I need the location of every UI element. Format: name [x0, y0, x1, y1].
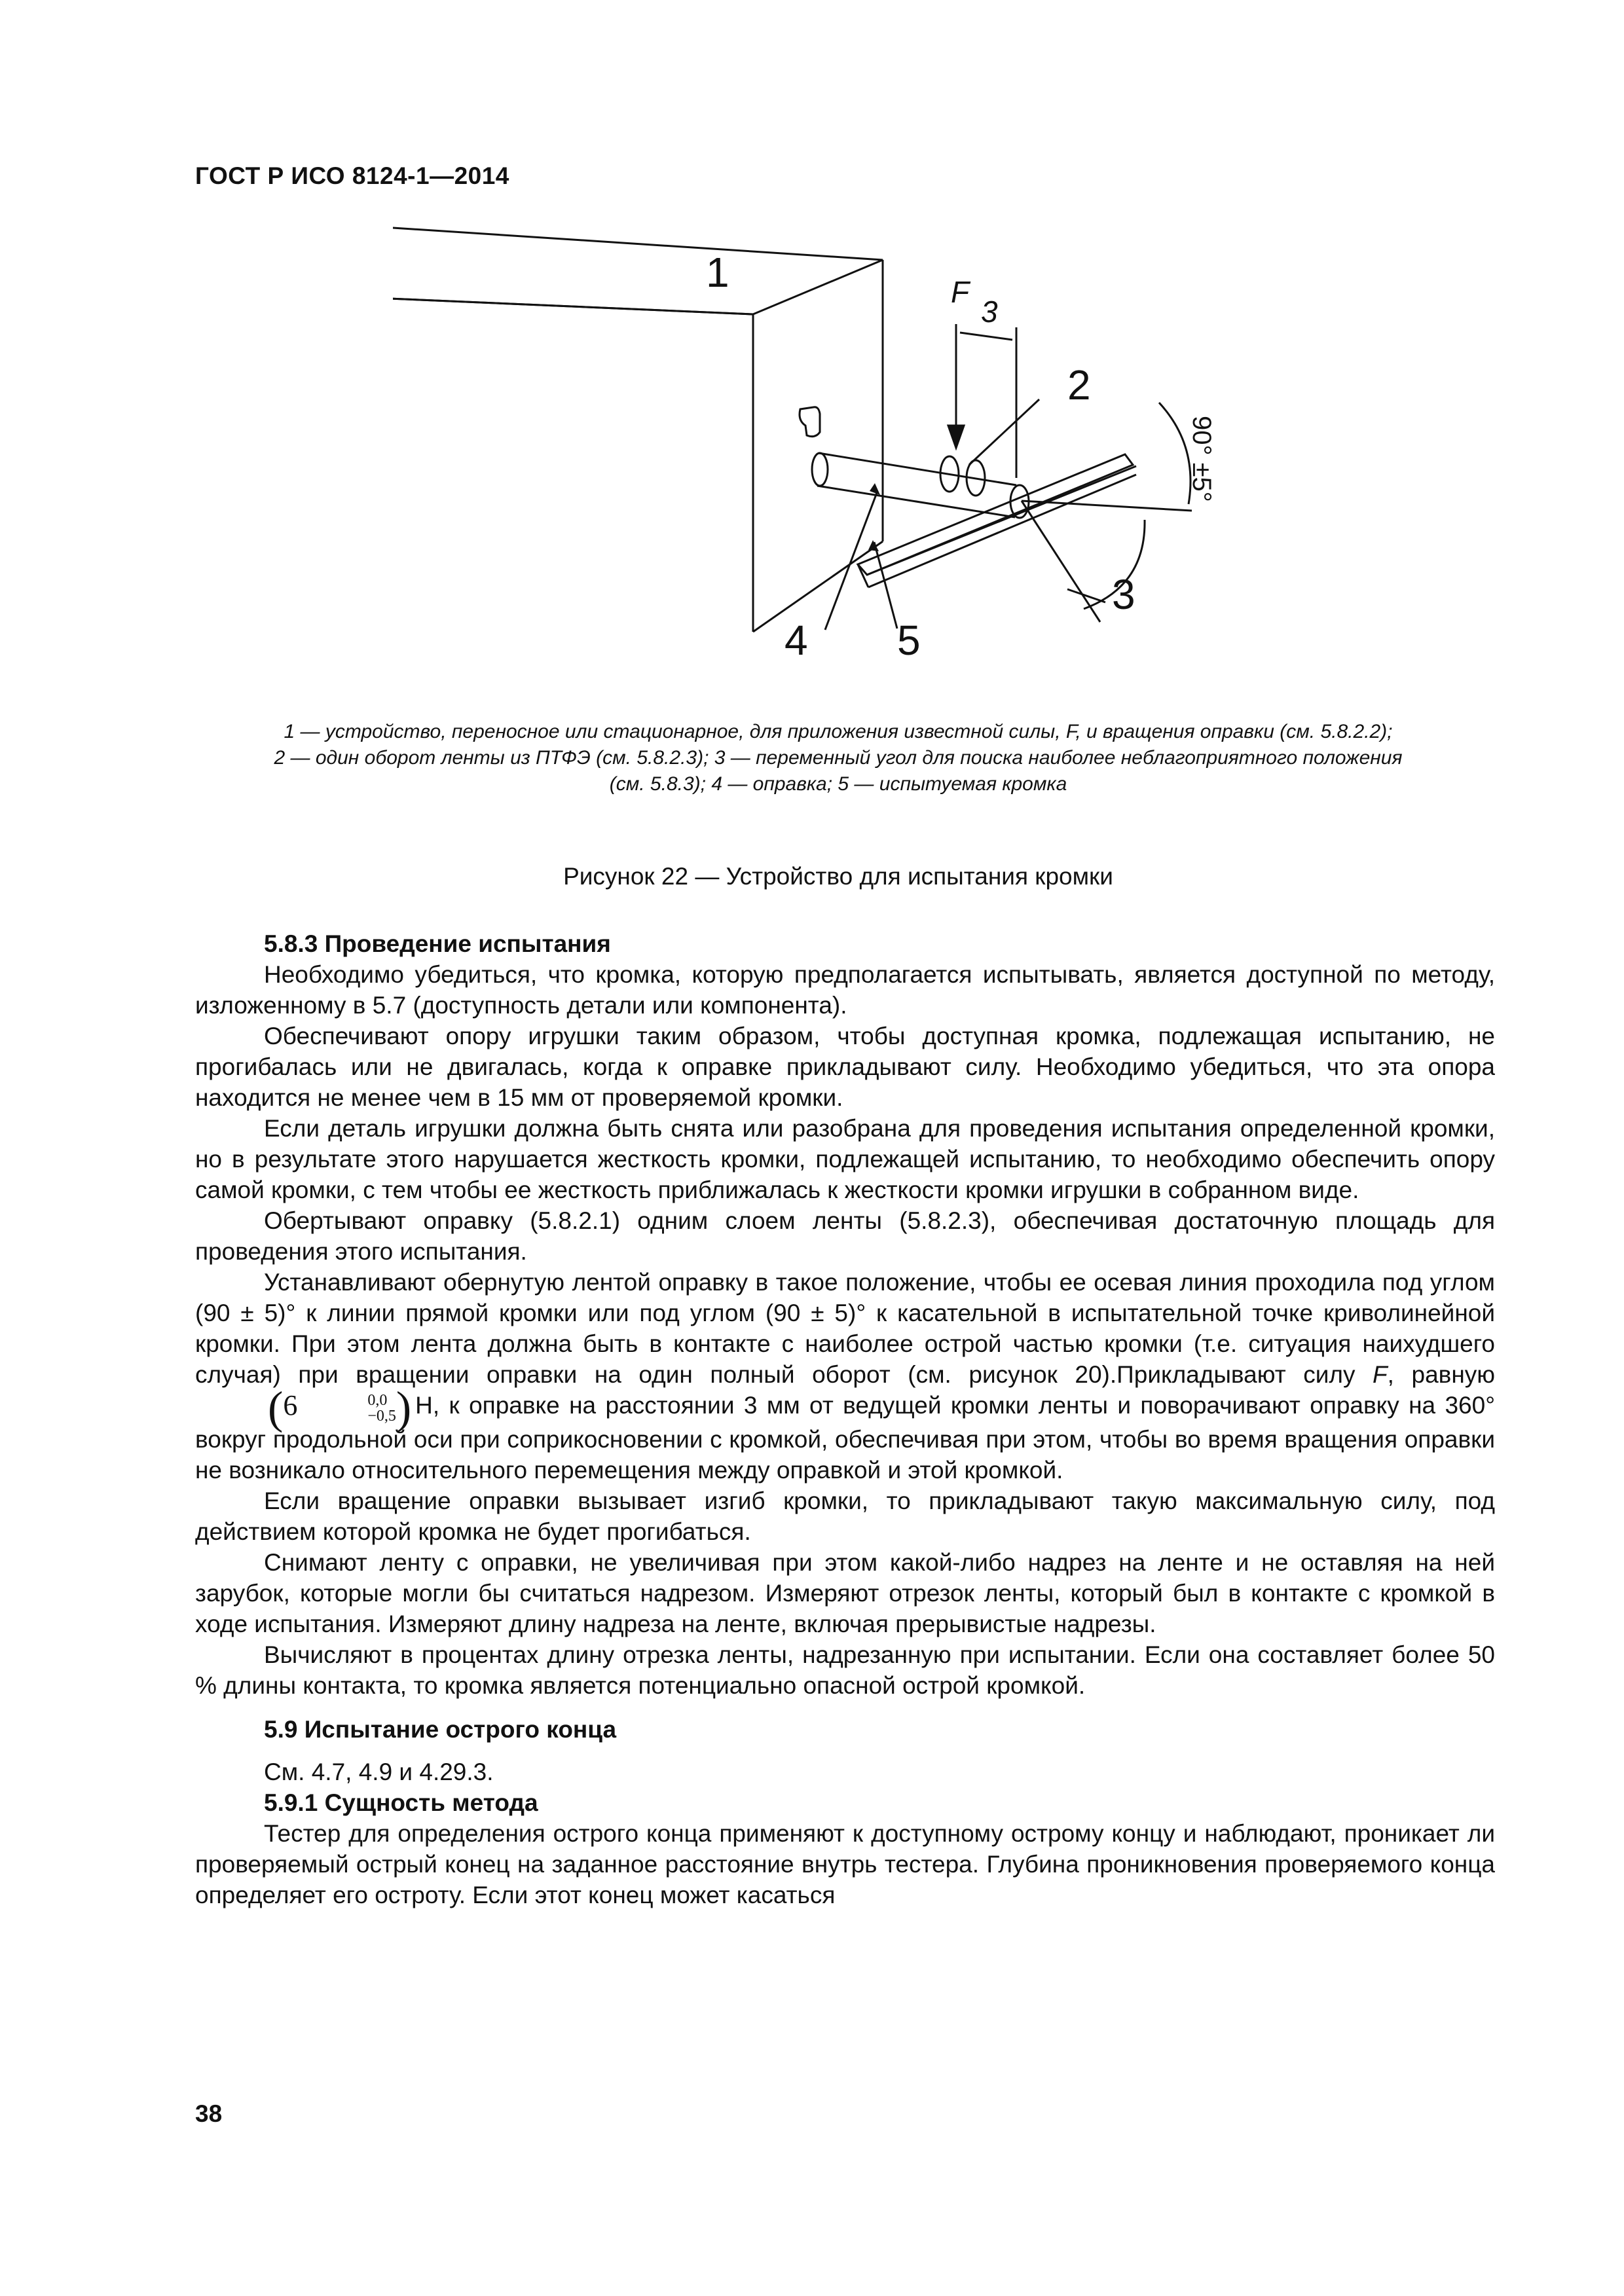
- paragraph-text: Устанавливают обернутую лентой оправку в такое положение, чтобы ее осевая линия проходила под углом (90 ± 5)° к линии прямой кромки или под углом (90 ± 5)° к касательной в испытательной точке криволинейной кромки. При этом лента должна быть в контакте с наиболее острой частью кромки (т.е. ситуация наихудшего случая) при вращении оправки на один полный оборот (см. рисунок 20).Прикладывают силу: [195, 1269, 1495, 1388]
- label-force: F: [951, 275, 970, 309]
- force-symbol: F: [1373, 1361, 1388, 1388]
- paragraph-reference: См. 4.7, 4.9 и 4.29.3.: [264, 1758, 494, 1786]
- paragraph: Обертывают оправку (5.8.2.1) одним слоем ленты (5.8.2.3), обеспечивая достаточную площадь для проведения этого испытания.: [195, 1207, 1495, 1265]
- legend-line-3: (см. 5.8.3); 4 — оправка; 5 — испытуемая кромка: [609, 773, 1067, 795]
- figure-legend: [196, 719, 1480, 797]
- device-box-top-line: [393, 289, 753, 314]
- paragraph: Снимают ленту с оправки, не увеличивая при этом какой-либо надрез на ленте и не оставляя на ней зарубок, которые могли бы считаться надрезом. Измеряют отрезок ленты, который был в контакте с кромкой в ходе испытания. Измеряют длину надреза на ленте, включая прерывистые надрезы.: [195, 1549, 1495, 1638]
- force-formula: (6 0,0 −0,5 ): [268, 1383, 412, 1434]
- page-number: 38: [195, 2100, 223, 2127]
- legend-line-2: 2 — один оборот ленты из ПТФЭ (см. 5.8.2.3); 3 — переменный угол для поиска наиболее неблагоприятного положения: [274, 747, 1403, 769]
- paragraph-text: , равную: [1387, 1361, 1495, 1388]
- angle-arc-90: [1159, 403, 1190, 504]
- paragraph-with-formula: [195, 1267, 1495, 1485]
- leader-5: [874, 542, 897, 629]
- label-2: 2: [1067, 361, 1091, 409]
- formula-base: 6: [283, 1389, 298, 1422]
- document-body: [195, 928, 1495, 1910]
- label-1: 1: [706, 249, 729, 296]
- section-5-8-3-title: 5.8.3 Проведение испытания: [264, 930, 611, 957]
- leader-4-arrow: [870, 483, 880, 495]
- mandrel-top: [819, 453, 1016, 485]
- figure-edge-test-device: [393, 210, 1310, 668]
- label-5: 5: [897, 617, 921, 664]
- angle-line-diagonal: [1022, 501, 1100, 622]
- section-5-9-1-title: 5.9.1 Сущность метода: [264, 1789, 538, 1817]
- label-distance: 3: [981, 295, 998, 329]
- legend-line-1: 1 — устройство, переносное или стационарное, для приложения известной силы, F, и вращения оправки (см. 5.8.2.2);: [284, 721, 1393, 742]
- label-4: 4: [784, 617, 808, 664]
- formula-sub: −0,5: [367, 1408, 396, 1425]
- figure-drawing: [393, 210, 1310, 668]
- section-5-9-title: 5.9 Испытание острого конца: [264, 1716, 617, 1743]
- paragraph: Обеспечивают опору игрушки таким образом, чтобы доступная кромка, подлежащая испытанию, не прогибалась или не двигалась, когда к оправке прикладывают силу. Необходимо убедиться, что эта опора находится не менее чем в 15 мм от проверяемой кромки.: [195, 1023, 1495, 1111]
- document-header: ГОСТ Р ИСО 8124-1—2014: [195, 162, 509, 189]
- force-arrow-head: [948, 426, 964, 448]
- dim-arrow: [960, 333, 1012, 340]
- tested-edge-bar-end: [868, 475, 1136, 587]
- paragraph-text: Н, к оправке на расстоянии 3 мм от ведущей кромки ленты и поворачивают оправку на 360° вокруг продольной оси при соприкосновении с кромкой, обеспечивая при этом, чтобы во время вращения оправки не возникало относительного перемещения между оправкой и этой кромкой.: [195, 1392, 1495, 1484]
- label-angle: 90° ±5°: [1187, 416, 1216, 502]
- label-3: 3: [1112, 571, 1135, 618]
- paragraph: Если вращение оправки вызывает изгиб кромки, то прикладывают такую максимальную силу, под действием которой кромка не будет прогибаться.: [195, 1487, 1495, 1546]
- paragraph: Необходимо убедиться, что кромка, которую предполагается испытывать, является доступной по методу, изложенному в 5.7 (доступность детали или компонента).: [195, 961, 1495, 1019]
- paragraph: Тестер для определения острого конца применяют к доступному острому концу и наблюдают, проникает ли проверяемый острый конец на заданное расстояние внутрь тестера. Глубина проникновения проверяемого конца определяет его остроту. Если этот конец может касаться: [195, 1820, 1495, 1909]
- paragraph: Вычисляют в процентах длину отрезка ленты, надрезанную при испытании. Если она составляет более 50 % длины контакта, то кромка является потенциально опасной острой кромкой.: [195, 1641, 1495, 1700]
- angle-line-horizontal: [1022, 501, 1192, 511]
- formula-sup: 0,0: [367, 1392, 388, 1410]
- figure-caption: Рисунок 22 — Устройство для испытания кромки: [563, 863, 1113, 890]
- device-box-bottom: [753, 541, 883, 632]
- pin-bracket: [800, 407, 820, 437]
- mandrel-start: [812, 453, 828, 486]
- paragraph: Если деталь игрушки должна быть снята или разобрана для проведения испытания определенной кромки, но в результате этого нарушается жесткость кромки, подлежащей испытанию, то необходимо обеспечить опору самой кромки, с тем чтобы ее жесткость приближалась к жесткости кромки игрушки в собранном виде.: [195, 1115, 1495, 1203]
- leader-2: [969, 399, 1039, 465]
